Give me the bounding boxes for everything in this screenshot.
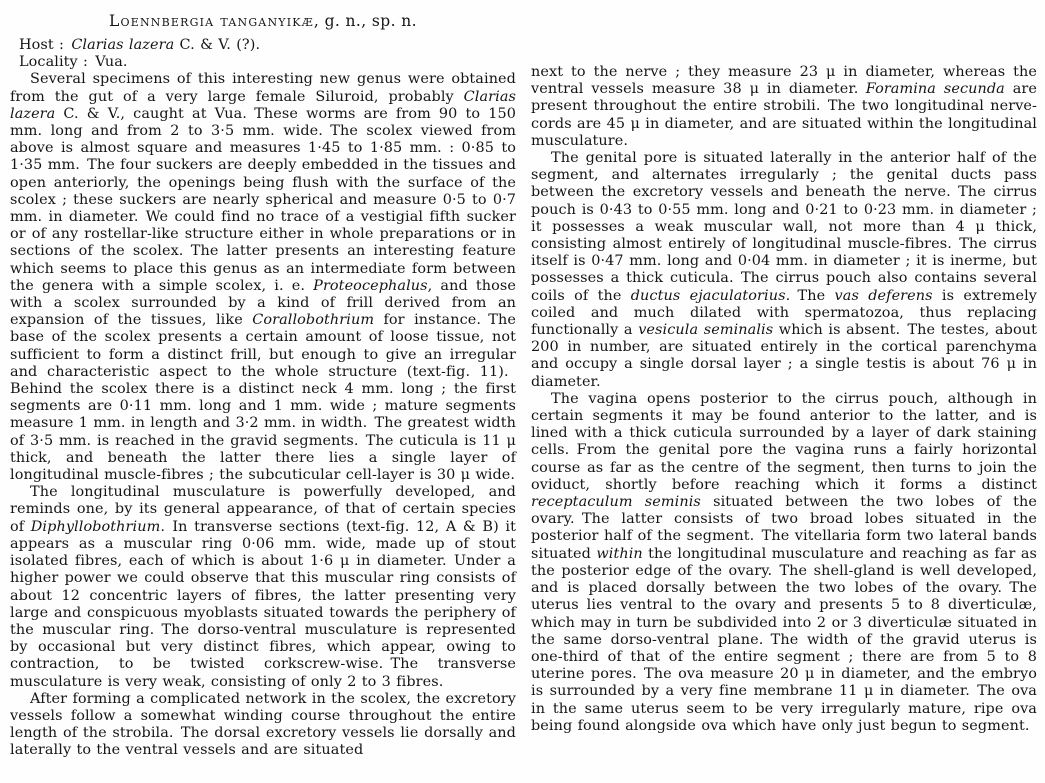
italic-text-run: vas deferens bbox=[834, 287, 933, 304]
host-line bbox=[10, 37, 516, 54]
italic-text-run: Diphyllobothrium bbox=[30, 518, 161, 535]
right-column-text bbox=[531, 64, 1037, 735]
paragraph-musculature bbox=[10, 484, 516, 690]
paragraph-excretory-vessels-continued bbox=[531, 64, 1037, 150]
paragraph-general-description bbox=[10, 71, 516, 484]
italic-text-run: Foramina secunda bbox=[865, 81, 1005, 98]
italic-text-run: Clarias lazera bbox=[71, 37, 175, 53]
text-run: is extremely coiled and much dilated with spermatozoa, thus replacing functionally a bbox=[531, 287, 1038, 339]
text-run: for instance. The base of the scolex presents a certain amount of loose tissue, not sufficient to form a distinct frill, but enough to give an irregular and characteristic aspect to the whole structure (text-fig. 11). Behind the scolex there is a distinct neck 4 mm. long ; the first segments are 0·11 mm. long and 1 mm. wide ; mature segments measure 1 mm. in length and 3·2 mm. in width. The greatest width of 3·5 mm. is reached in the gravid segments. The cuticula is 11 μ thick, and beneath the latter there lies a single layer of longitudinal muscle-fibres ; the subcuticular cell-layer is 30 μ wide. bbox=[10, 312, 516, 484]
article-title bbox=[10, 12, 516, 30]
text-run: Host : bbox=[19, 37, 72, 53]
text-run: , and those with a scolex surrounded by a kind of frill derived from an expansion of the tissues, like bbox=[10, 277, 516, 329]
locality-line bbox=[10, 54, 516, 71]
text-run: After forming a complicated network in the scolex, the excretory vessels follow a somewhat winding course throughout the entire length of the strobila. The dorsal excretory vessels lie dorsally and laterally to the ventral vessels and are situated bbox=[10, 690, 516, 759]
text-run: Several specimens of this interesting new genus were obtained from the gut of a very large female Siluroid, probably bbox=[10, 71, 516, 105]
italic-text-run: within bbox=[596, 545, 643, 562]
text-run: Locality : Vua. bbox=[19, 54, 128, 71]
text-run: situated between the two lobes of the ovary. The latter consists of two broad lobes situated in the posterior half of the segment. The vitellaria form two lateral bands situated bbox=[531, 494, 1037, 562]
italic-text-run: Clarias lazera bbox=[10, 88, 516, 122]
text-run: . The bbox=[785, 287, 835, 304]
text-run: which is absent. The testes, about 200 in number, are situated entirely in the cortical parenchyma and occupy a single dorsal layer ; a single testis is about 76 μ in diameter. bbox=[531, 322, 1037, 390]
title-designation: , g. n., sp. n. bbox=[313, 12, 417, 30]
italic-text-run: receptaculum seminis bbox=[531, 494, 701, 511]
left-column bbox=[10, 12, 516, 783]
text-run: are present throughout the entire strobili. The two longitudinal nerve-cords are 45 μ in diameter, and are situated within the longitudinal musculature. bbox=[531, 81, 1037, 149]
text-run: next to the nerve ; they measure 23 μ in diameter, whereas the ventral vessels measure 38 μ in diameter. bbox=[531, 64, 1037, 98]
text-run: The genital pore is situated laterally in the anterior half of the segment, and alternates irregularly ; the genital ducts pass between the excretory vessels and beneath the nerve. The cirrus pouch is 0·43 to 0·55 mm. long and 0·21 to 0·23 mm. in diameter ; it possesses a weak muscular wall, not more than 4 μ thick, consisting almost entirely of longitudinal muscle-fibres. The cirrus itself is 0·47 mm. long and 0·04 mm. in diameter ; it is inerme, but possesses a thick cuticula. The cirrus pouch also contains several coils of the bbox=[531, 150, 1037, 304]
italic-text-run: ductus ejaculatorius bbox=[630, 287, 786, 304]
text-run: the longitudinal musculature and reaching as far as the posterior edge of the ovary. The shell-gland is well developed, and is placed dorsally between the two lobes of the ovary. The uterus lies ventral to the ovary and presents 5 to 8 diverticulæ, which may in turn be subdivided into 2 or 3 diverticulæ situated in the same dorso-ventral plane. The width of the gravid uterus is one-third of that of the entire segment ; there are from 5 to 8 uterine pores. The ova measure 20 μ in diameter, and the embryo is surrounded by a very fine membrane 11 μ in diameter. The ova in the same uterus seem to be very irregularly mature, ripe ova being found alongside ova which have only just begun to segment. bbox=[531, 545, 1037, 734]
text-run: C. & V. (?). bbox=[174, 37, 261, 53]
text-run: The vagina opens posterior to the cirrus pouch, although in certain segments it may be found anterior to the latter, and is lined with a thick cuticula surrounded by a layer of dark staining cells. From the genital pore the vagina runs a fairly horizontal course as far as the centre of the segment, then turns to join the oviduct, shortly before reaching which it forms a distinct bbox=[531, 390, 1037, 493]
paragraph-vagina-ovary-uterus bbox=[531, 391, 1037, 735]
text-run: . In transverse sections (text-fig. 12, A & B) it appears as a muscular ring 0·06 mm. wide, made up of stout isolated fibres, each of which is about 1·6 μ in diameter. Under a higher power we could observe that this muscular ring consists of about 12 concentric layers of fibres, the latter presenting very large and conspicuous myoblasts situated towards the periphery of the muscular ring. The dorso-ventral musculature is represented by occasional but very distinct fibres, which appear, owing to contraction, to be twisted corkscrew-wise. The transverse musculature is very weak, consisting of only 2 to 3 fibres. bbox=[10, 518, 516, 690]
italic-text-run: Proteocephalus bbox=[313, 277, 428, 294]
text-run: The longitudinal musculature is powerfully developed, and reminds one, by its general appearance, of that of certain species of bbox=[10, 484, 516, 535]
right-column bbox=[531, 12, 1037, 783]
paragraph-genital-pore bbox=[531, 150, 1037, 391]
left-column-text bbox=[10, 37, 516, 760]
italic-text-run: vesicula seminalis bbox=[638, 322, 774, 339]
title-species-name: Loennbergia tanganyikæ bbox=[109, 12, 314, 30]
paragraph-excretory-vessels bbox=[10, 691, 516, 760]
italic-text-run: Corallobothrium bbox=[252, 312, 375, 329]
text-run: C. & V., caught at Vua. These worms are from 90 to 150 mm. long and from 2 to 3·5 mm. wide. The scolex viewed from above is almost square and measures 1·45 to 1·85 mm. : 0·85 to 1·35 mm. The four suckers are deeply embedded in the tissues and open anteriorly, the openings being flush with the surface of the scolex ; these suckers are nearly spherical and measure 0·5 to 0·7 mm. in diameter. We could find no trace of a vestigial fifth sucker or of any rostellar-like structure either in whole preparations or in sections of the scolex. The latter presents an interesting feature which seems to place this genus as an intermediate form between the genera with a simple scolex, i. e. bbox=[10, 105, 517, 294]
